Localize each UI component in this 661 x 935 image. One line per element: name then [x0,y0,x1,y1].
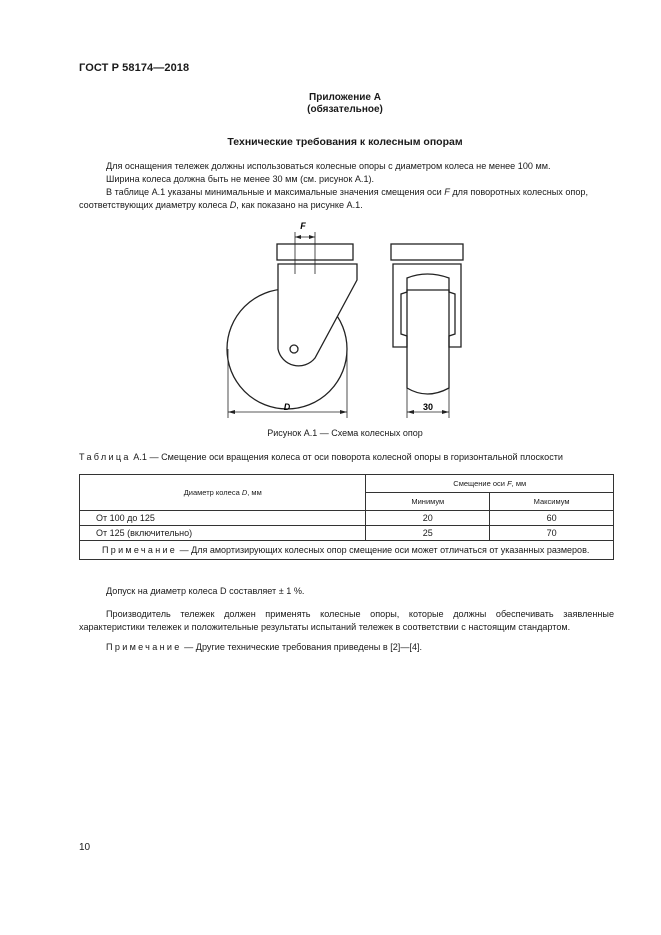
table-row [80,511,614,526]
appendix-title: Приложение А [309,92,381,103]
paragraph-wheel-diameter: Для оснащения тележек должны использоваться колесные опоры с диаметром колеса не менее 100 мм. [106,161,551,171]
row-range: От 125 (включительно) [80,526,366,541]
side-mounting-plate [391,244,463,260]
header-max: Максимум [490,493,614,511]
paragraph-table-reference: В таблице А.1 указаны минимальные и максимальные значения смещения оси F для поворотных колесных опор, соответствующих диаметру колеса D, как показано на рисунке А.1. [79,187,589,210]
header-offset: Смещение оси F, мм [366,475,614,493]
caster-diagram [205,221,475,422]
table-row [80,526,614,541]
table-note: Примечание — Для амортизирующих колесных опор смещение оси может отличаться от указанных размеров. [80,541,614,560]
header-diameter: Диаметр колеса D, мм [80,475,366,511]
width-arrow-right [442,410,449,414]
table-caption: Таблица А.1 — Смещение оси вращения колеса от оси поворота колесной опоры в горизонтальной плоскости [79,452,563,462]
figure-caption: Рисунок А.1 — Схема колесных опор [267,428,423,438]
row-min: 20 [366,511,490,526]
section-heading: Технические требования к колесным опорам [227,136,463,148]
side-wheel-profile [401,274,455,394]
paragraph-wheel-width: Ширина колеса должна быть не менее 30 мм (см. рисунок А.1). [106,174,375,184]
diameter-arrow-left [228,410,235,414]
row-max: 70 [490,526,614,541]
label-d: D [283,402,291,412]
appendix-status: (обязательное) [307,104,383,115]
header-min: Минимум [366,493,490,511]
row-min: 25 [366,526,490,541]
label-f: F [300,221,306,231]
tolerance-text: Допуск на диаметр колеса D составляет ± 1 %. [106,586,305,596]
offset-arrow-left [295,235,301,239]
diameter-arrow-right [340,410,347,414]
row-max: 60 [490,511,614,526]
producer-requirement: Производитель тележек должен применять колесные опоры, которые должны обеспечивать заявленные характеристики тележек и положительные результаты испытаний тележек в соответствии с настоящим стандартом. [79,609,614,632]
page-number: 10 [79,842,91,853]
final-note: Примечание — Другие технические требования приведены в [2]—[4]. [106,642,423,652]
offset-table [79,474,614,560]
width-arrow-left [407,410,414,414]
label-width: 30 [422,402,434,412]
document-code: ГОСТ Р 58174—2018 [79,62,190,74]
row-range: От 100 до 125 [80,511,366,526]
offset-arrow-right [309,235,315,239]
